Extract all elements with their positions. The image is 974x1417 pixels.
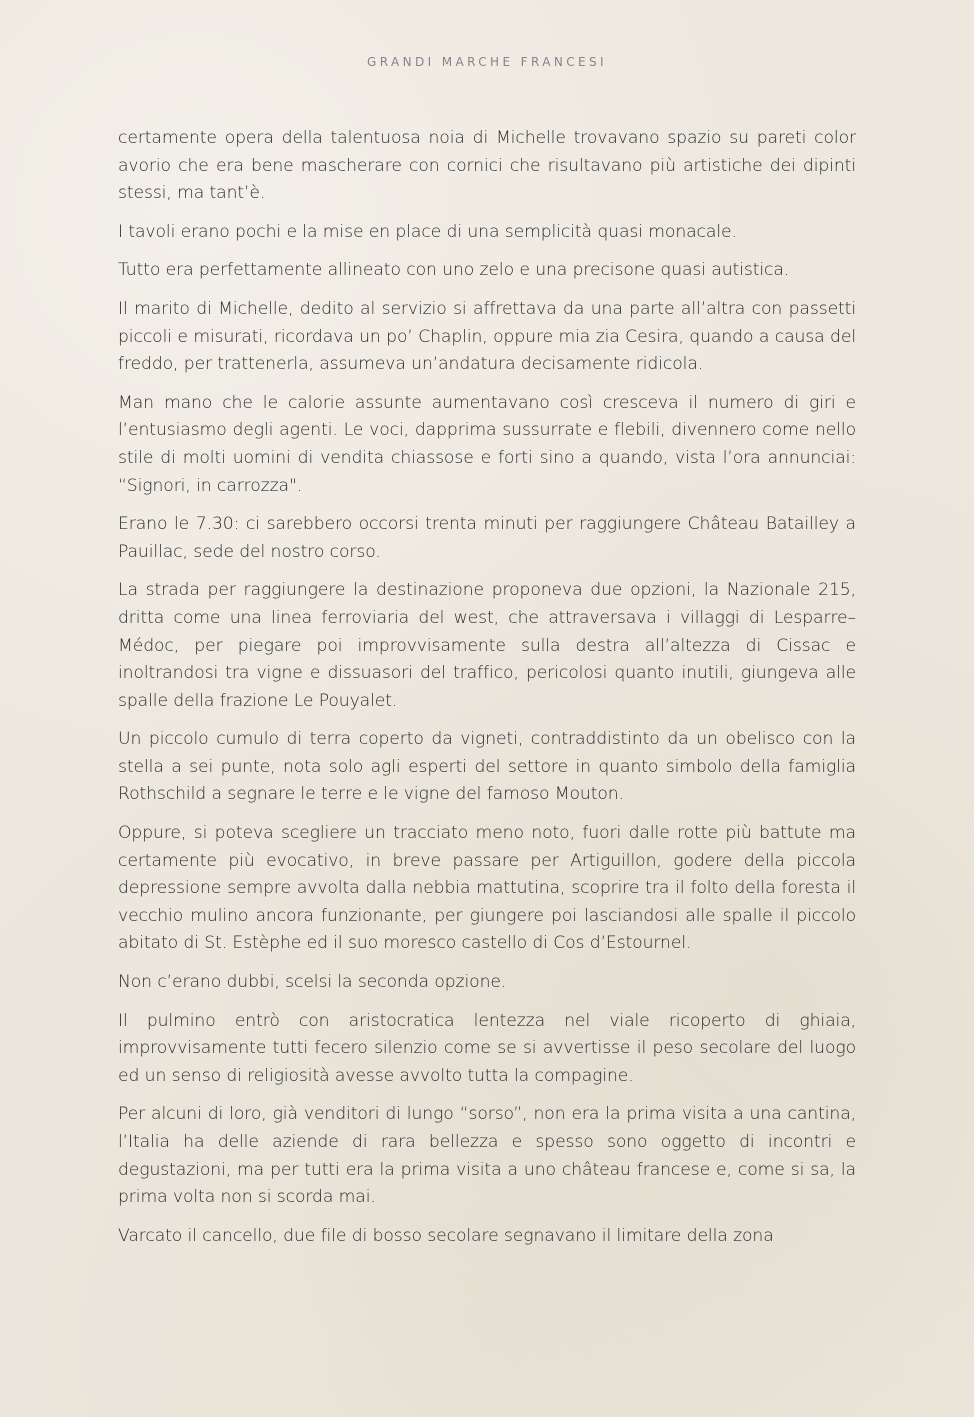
paragraph: Tutto era perfettamente allineato con uno zelo e una precisone quasi autistica. bbox=[118, 260, 790, 281]
paragraph: Non c’erano dubbi, scelsi la seconda opzione. bbox=[118, 972, 507, 993]
paragraph: Varcato il cancello, due file di bosso secolare segnavano il limitare della zona bbox=[118, 1225, 774, 1246]
paragraph: Erano le 7.30: ci sarebbero occorsi trenta minuti per raggiungere Château Batailley a Pauillac, sede del nostro corso. bbox=[118, 514, 856, 562]
paragraph: certamente opera della talentuosa noia di Michelle trovavano spazio su pareti color avorio che era bene mascherare con cornici che risultavano più artistiche dei dipinti stessi, ma tant’è. bbox=[118, 128, 856, 204]
paragraph: Il pulmino entrò con aristocratica lentezza nel viale ricoperto di ghiaia, improvvisamente tutti fecero silenzio come se si avvertisse il peso secolare del luogo ed un senso di religiosità avesse avvolto tutta la compagine. bbox=[118, 1010, 856, 1086]
paragraph: Il marito di Michelle, dedito al servizio si affrettava da una parte all’altra con passetti piccoli e misurati, ricordava un po’ Chaplin, oppure mia zia Cesira, quando a causa del freddo, per trattenerla, assumeva un’andatura decisamente ridicola. bbox=[118, 298, 856, 375]
body-text bbox=[118, 125, 856, 1261]
paragraph: Oppure, si poteva scegliere un tracciato meno noto, fuori dalle rotte più battute ma certamente più evocativo, in breve passare per Artiguillon, godere della piccola depressione sempre avvolta dalla nebbia mattutina, scoprire tra il folto della foresta il vecchio mulino ancora funzionante, per giungere poi lasciandosi alle spalle il piccolo abitato di St. Estèphe ed il suo moresco castello di Cos d’Estournel. bbox=[118, 823, 856, 954]
paragraph: Un piccolo cumulo di terra coperto da vigneti, contraddistinto da un obelisco con la stella a sei punte, nota solo agli esperti del settore in quanto simbolo della famiglia Rothschild a segnare le terre e le vigne del famoso Mouton. bbox=[118, 729, 856, 805]
paragraph: Man mano che le calorie assunte aumentavano così cresceva il numero di giri e l’entusiasmo degli agenti. Le voci, dapprima sussurrate e flebili, divennero come nello stile di molti uomini di vendita chiassose e forti sino a quando, vista l’ora annunciai: “Signori, in carrozza". bbox=[118, 392, 856, 496]
paragraph: La strada per raggiungere la destinazione proponeva due opzioni, la Nazionale 215, dritta come una linea ferroviaria del west, che attraversava i villaggi di Lesparre–Médoc, per piegare poi improvvisamente sulla destra all’altezza di Cissac e inoltrandosi tra vigne e dissuasori del traffico, pericolosi quanto inutili, giungeva alle spalle della frazione Le Pouyalet. bbox=[118, 580, 856, 711]
paragraph: I tavoli erano pochi e la mise en place di una semplicità quasi monacale. bbox=[118, 221, 737, 242]
paragraph: Per alcuni di loro, già venditori di lungo “sorso”, non era la prima visita a una cantina, l’Italia ha delle aziende di rara bellezza e spesso sono oggetto di incontri e degustazioni, ma per tutti era la prima visita a uno château francese e, come si sa, la prima volta non si scorda mai. bbox=[118, 1104, 856, 1208]
running-header: GRANDI MARCHE FRANCESI bbox=[367, 55, 607, 69]
